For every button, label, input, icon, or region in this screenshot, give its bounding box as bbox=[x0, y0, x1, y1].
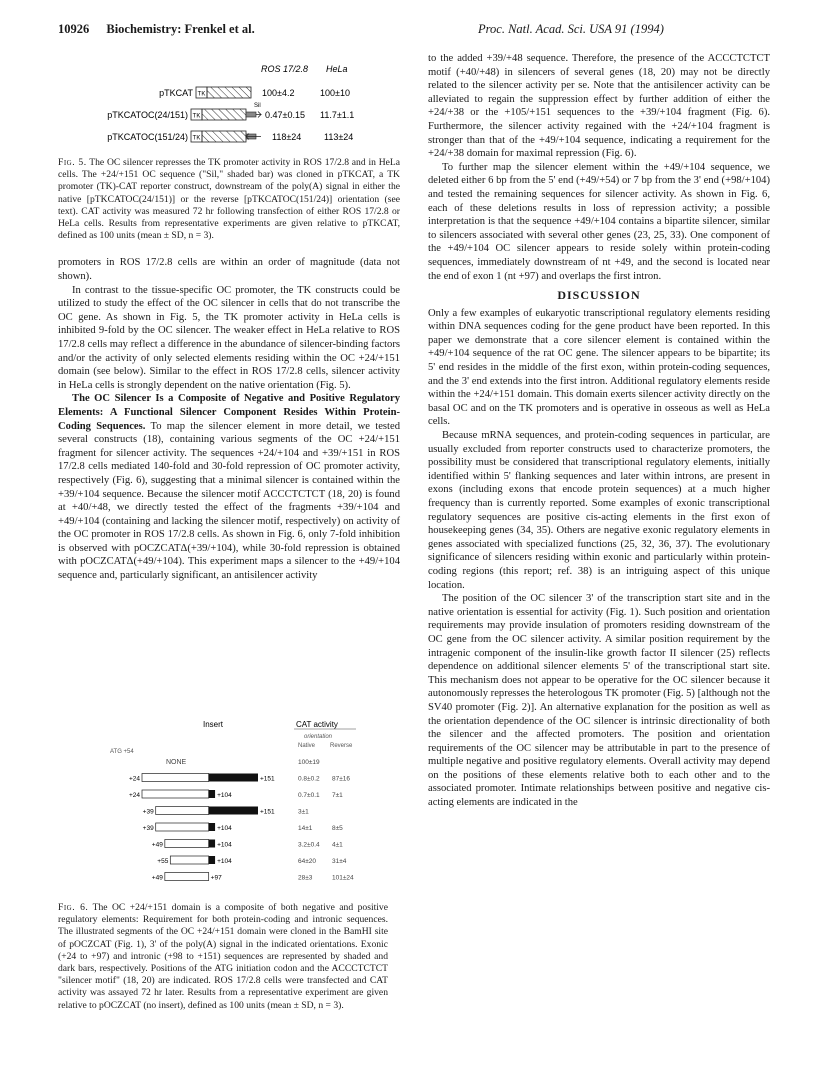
fig5-hela-value: 11.7±1.1 bbox=[320, 110, 355, 120]
fig6-col-native: Native bbox=[298, 743, 316, 749]
fig6-col-orientation: orientation bbox=[304, 734, 333, 740]
cat-gene-bar bbox=[207, 87, 251, 98]
fig6-reverse-value: 8±5 bbox=[332, 825, 343, 832]
paragraph-body: To map the silencer element in more detail, we tested several constructs (18), containing various segments of the OC +24/+151 fragment for silencer activity. The sequences +24/+104 and +39/+151 in ROS 17/2.8 cells mediated 140-fold and 30-fold repression of OC promoter activity, respectively (Fig. 6), suggesting that a minimal silencer is contained within the +39/+104 sequence. Because the silencer motif ACCCTCTCT (18, 20) is found at +40/+48, we directly tested the effect of the fragments +39/+104 and +49/+104 (containing and lacking the silencer motif, respectively) on activity of the OC promoter in ROS 17/2.8 cells. As shown in Fig. 6, only 7-fold inhibition is observed with pOCZCATΔ(+39/+104), while 30-fold repression is obtained with pOCZCATΔ(+49/+104). This experiment maps a silencer to the +49/+104 sequence and, particularly significant, an antisilencer activity bbox=[58, 420, 400, 582]
right-column bbox=[428, 52, 770, 810]
fig6-reverse-value: 7±1 bbox=[332, 792, 343, 799]
paragraph bbox=[58, 392, 400, 582]
fig6-reverse-value: 87±16 bbox=[332, 775, 351, 783]
fig5-col-ros: ROS 17/2.8 bbox=[261, 64, 309, 74]
exonic-bar bbox=[165, 873, 209, 881]
fig5-ros-value: 118±24 bbox=[272, 132, 302, 142]
fig6-native-value: 0.7±0.1 bbox=[298, 792, 320, 799]
fig5-hela-value: 113±24 bbox=[324, 132, 354, 142]
fig6-native-value: 3±1 bbox=[298, 808, 309, 816]
fig6-native-value: 0.8±0.2 bbox=[298, 775, 320, 783]
paragraph: To further map the silencer element within the +49/+104 sequence, we deleted either 6 bp from the 5' end (+49/+54) or 7 bp from the 3' end (+98/+104) and tested the remaining sequences for silencer activity. As shown in Fig. 6, each of these deletions results in loss of repression activity; a possible interpretation is that the sequence +49/+104 contains a bipartite silencer, similar to silencers associated with several other genes (23, 25, 33). One component of the +49/+104 OC silencer appears to reside solely within protein-coding sequences, immediately downstream of nt +49, and the second is located near the end of exon 1 (nt +97) and overlaps the first intron. bbox=[428, 161, 770, 282]
figure-6-caption-block bbox=[58, 902, 388, 1012]
fig6-end-label: +104 bbox=[217, 858, 232, 865]
paragraph: Only a few examples of eukaryotic transcriptional regulatory elements residing within DNA sequences coding for the gene product have been reported. In this paper we demonstrate that a core silencer element is contained within the +49/+104 sequence of the rat OC gene. The silencer appears to be bipartite; its 5' end resides in the middle of the first exon, within protein-coding sequences, and the 3' end extends into the first intron. Additional regulatory elements reside within the +24/+151 domain. This domain exerts silencer activity directly on the basal OC and on the TK promoters and is operative in osseous as well as HeLa cells. bbox=[428, 307, 770, 428]
figure-6-caption bbox=[58, 902, 388, 1012]
tk-label: TK bbox=[192, 135, 201, 142]
fig5-row-label: pTKCATOC(151/24) bbox=[107, 132, 188, 142]
silencer-bar bbox=[246, 112, 256, 117]
fig6-col-insert: Insert bbox=[203, 720, 224, 729]
fig6-native-value: 64±20 bbox=[298, 858, 317, 865]
exonic-bar bbox=[142, 790, 209, 798]
fig6-native-value: 3.2±0.4 bbox=[298, 841, 320, 849]
fig6-reverse-value: 31±4 bbox=[332, 858, 347, 865]
section-heading: The OC Silencer Is a Composite of Negative and Positive Regulatory Elements: A Functional Silencer Component Resides Within Protein-Coding Sequences. bbox=[58, 393, 400, 432]
fig6-start-label: +49 bbox=[151, 841, 163, 849]
fig5-col-hela: HeLa bbox=[326, 64, 348, 74]
figure-5-caption bbox=[58, 157, 400, 242]
running-header bbox=[58, 22, 255, 37]
paragraph: to the added +39/+48 sequence. Therefore, the presence of the ACCCTCTCT motif (+40/+48) in silencers of several genes (18, 20) may not be directly related to the silencer activity per se. Note that the antisilencer activity can be alleviated to regain the suppression effect by further addition of either the +24/+38 or the +105/+151 sequences to the +39/+104 fragment (Fig. 6). Furthermore, the silencer activity regained with the +24/+104 fragment is stronger than that of the +49/+104 sequence, indicating a requirement for the +24/+38 domain for maximal repression (Fig. 6). bbox=[428, 53, 770, 160]
fig6-end-label: +151 bbox=[260, 775, 275, 783]
paragraph: The position of the OC silencer 3' of the transcription start site and in the native orientation is essential for activity (Fig. 1). Such position and orientation requirements may provide insulation of promoters residing downstream of the OC gene from the OC silencer activity. A similar position requirement by the intragenic component of the insulin-like growth factor II silencer (25) reflects dependence on additional silencer elements 5' of the transcriptional start site. This mechanism does not appear to be operative for the OC silencer because it autonomously represses the heterologous TK promoter (Fig. 5) [although not the SV40 promoter (Fig. 2)]. An alternative explanation for the position as well as the orientation dependence of the OC silencer is intrinsic directionality of both the silencer and the affected promoters. The position and orientation requirements of the OC silencer may be attributable in part to the presence of multiple negative and positive regulatory elements. Overall activity may depend on the positions of these elements relative both to each other and to the associated promoter. Intimate relationships between positive and negative cis-acting elements are indicated in the bbox=[428, 593, 770, 809]
tk-label: TK bbox=[192, 113, 201, 120]
fig6-start-label: +55 bbox=[157, 858, 169, 865]
fig5-ros-value: 100±4.2 bbox=[262, 88, 295, 98]
exonic-bar bbox=[170, 856, 208, 864]
fig5-row-label: pTKCAT bbox=[159, 88, 193, 98]
figure-5 bbox=[58, 62, 400, 154]
fig6-start-label: +39 bbox=[142, 808, 154, 816]
fig6-start-label: +49 bbox=[151, 874, 163, 882]
fig5-caption-label: Fig. 5. bbox=[58, 157, 87, 168]
fig6-start-label: +24 bbox=[128, 792, 140, 799]
fig6-end-label: +104 bbox=[217, 825, 232, 832]
fig6-end-label: +104 bbox=[217, 792, 232, 799]
paragraph: In contrast to the tissue-specific OC promoter, the TK constructs could be utilized to study the effect of the OC silencer in cells that do not transcribe the OC gene. As shown in Fig. 5, the TK promoter activity in HeLa cells is inhibited 9-fold by the OC silencer. The weaker effect in HeLa relative to ROS 17/2.8 cells may reflect a difference in the abundance of silencer-binding factors and/or the activity of only selected elements residing within the OC +24/+151 domain (see below). Similar to the effect in ROS 17/2.8 cells, silencer activity in HeLa cells is strongly dependent on the native orientation (Fig. 5). bbox=[58, 284, 400, 391]
atg-label: ATG +54 bbox=[110, 749, 134, 755]
fig6-end-label: +97 bbox=[210, 874, 222, 882]
fig6-col-cat: CAT activity bbox=[296, 720, 338, 729]
exonic-bar bbox=[156, 823, 209, 831]
fig6-start-label: +24 bbox=[128, 775, 140, 783]
running-title: Biochemistry: Frenkel et al. bbox=[106, 22, 255, 36]
exonic-bar bbox=[142, 774, 209, 782]
intronic-bar bbox=[209, 807, 258, 815]
fig6-col-reverse: Reverse bbox=[330, 743, 353, 749]
intronic-bar bbox=[209, 823, 215, 831]
page-number: 10926 bbox=[58, 22, 90, 36]
intronic-bar bbox=[209, 856, 215, 864]
paragraph: Because mRNA sequences, and protein-coding sequences in particular, are usually excluded from reporter constructs used to characterize promoters, the possibility must be considered that transcriptional regulatory elements, initially identified within 5' flanking sequences and later within introns, are present in exons (including exons that encode protein sequences) at a much higher frequency than is currently reported. Some examples of exonic transcriptional regulatory sequences are positive cis-acting elements in the first exon of housekeeping genes (34, 35). Others are negative exonic regulatory elements in genes associated with specialized functions (25, 32, 36, 37). The evolutionary significance of silencers residing within exonic and particularly within protein-coding regions (this report; ref. 38) is an intriguing aspect of this unique location. bbox=[428, 430, 770, 591]
fig6-caption-label: Fig. 6. bbox=[58, 902, 89, 913]
sil-label: Sil bbox=[254, 103, 261, 109]
paragraph: promoters in ROS 17/2.8 cells are within an order of magnitude (data not shown). bbox=[58, 257, 400, 283]
fig6-reverse-value: 101±24 bbox=[332, 874, 354, 882]
fig5-caption-text: The OC silencer represses the TK promoter activity in ROS 17/2.8 and in HeLa cells. The +24/+151 OC sequence ("Sil," shaded bar) was cloned in pTKCAT, a TK promoter (TK)-CAT reporter construct, downstream of the poly(A) signal in either the native [pTKCATOC(24/151)] or the reverse [pTKCATOC(151/24)] orientation (see text). CAT activity was measured 72 hr following transfection of either ROS 17/2.8 or HeLa cells. Results from representative experiments are given relative to pTKCAT, defined as 100 units (mean ± SD, n = 3). bbox=[58, 157, 400, 242]
fig5-hela-value: 100±10 bbox=[320, 88, 350, 98]
intronic-bar bbox=[209, 790, 215, 798]
fig5-row-label: pTKCATOC(24/151) bbox=[107, 110, 188, 120]
fig6-none-label: NONE bbox=[166, 759, 187, 766]
exonic-bar bbox=[165, 840, 209, 848]
intronic-bar bbox=[209, 840, 215, 848]
left-column bbox=[58, 157, 400, 583]
fig5-ros-value: 0.47±0.15 bbox=[265, 110, 305, 120]
fig6-end-label: +151 bbox=[260, 808, 275, 816]
cat-gene-bar bbox=[202, 109, 246, 120]
tk-label: TK bbox=[197, 91, 206, 98]
fig6-caption-text: The OC +24/+151 domain is a composite of both negative and positive regulatory elements: Requirement for both protein-coding and intronic sequences. The illustrated segments of the OC +24/+151 domain were cloned in the BamHI site of pOCZCAT (Fig. 1), 3' of the poly(A) signal in the indicated orientations. Exonic (+24 to +97) and intronic (+98 to +151) sequences are represented by shaded and dark bars, respectively. Positions of the ATG initiation codon and the ACCCTCTCT "silencer motif" (18, 20) are indicated. ROS 17/2.8 cells were transfected and CAT activity was assayed 72 hr later. Results from a representative experiment are given relative to pOCZCAT (no insert), defined as 100 units (mean ± SD, n = 3). bbox=[58, 902, 388, 1011]
fig6-native-value: 28±3 bbox=[298, 874, 313, 882]
fig6-reverse-value: 4±1 bbox=[332, 841, 343, 849]
fig6-native-value: 14±1 bbox=[298, 825, 313, 832]
discussion-heading: DISCUSSION bbox=[557, 288, 641, 303]
figure-6 bbox=[108, 717, 378, 895]
journal-citation: Proc. Natl. Acad. Sci. USA 91 (1994) bbox=[478, 22, 664, 36]
fig6-native-value: 100±19 bbox=[298, 759, 320, 766]
fig6-start-label: +39 bbox=[142, 825, 154, 832]
orientation-arrow-icon bbox=[256, 112, 261, 118]
intronic-bar bbox=[209, 774, 258, 782]
cat-gene-bar bbox=[202, 131, 246, 142]
exonic-bar bbox=[156, 807, 209, 815]
fig6-end-label: +104 bbox=[217, 841, 232, 849]
